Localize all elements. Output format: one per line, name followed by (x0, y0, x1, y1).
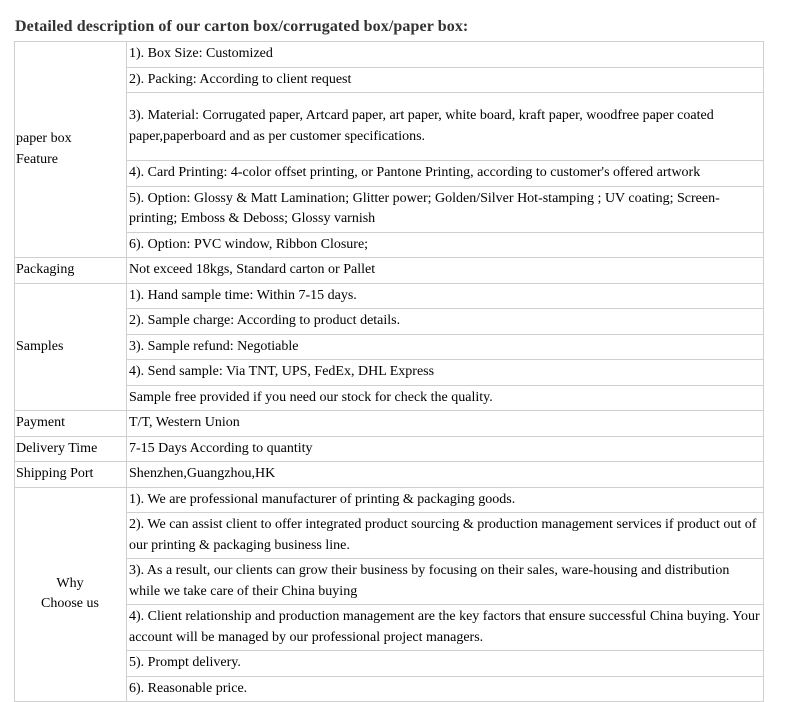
samples-item: 2). Sample charge: According to product details. (127, 309, 764, 335)
table-row (15, 676, 764, 702)
table-row (15, 334, 764, 360)
table-row (15, 283, 764, 309)
why-item: 4). Client relationship and production management are the key factors that ensure successful China buying. Your account will be managed by our professional project managers. (127, 605, 764, 651)
table-row (15, 605, 764, 651)
table-row (15, 309, 764, 335)
spec-table (14, 41, 764, 702)
feature-item: 4). Card Printing: 4-color offset printing, or Pantone Printing, according to customer's offered artwork (127, 161, 764, 187)
table-row (15, 487, 764, 513)
feature-item: 3). Material: Corrugated paper, Artcard paper, art paper, white board, kraft paper, woodfree paper coated paper,paperboard and as per customer specifications. (127, 93, 764, 161)
page-heading: Detailed description of our carton box/corrugated box/paper box: (15, 18, 469, 35)
feature-item: 5). Option: Glossy & Matt Lamination; Glitter power; Golden/Silver Hot-stamping ; UV coating; Screen-printing; Emboss & Deboss; Glossy varnish (127, 186, 764, 232)
samples-item: 3). Sample refund: Negotiable (127, 334, 764, 360)
why-label-line1: Why (56, 575, 84, 591)
table-row (15, 360, 764, 386)
why-item: 6). Reasonable price. (127, 676, 764, 702)
table-row (15, 186, 764, 232)
table-row (15, 67, 764, 93)
shipping-value: Shenzhen,Guangzhou,HK (127, 462, 764, 488)
samples-label: Samples (15, 283, 127, 411)
feature-item: 1). Box Size: Customized (127, 42, 764, 68)
feature-item: 2). Packing: According to client request (127, 67, 764, 93)
feature-label (15, 42, 127, 258)
samples-item: 4). Send sample: Via TNT, UPS, FedEx, DHL Express (127, 360, 764, 386)
samples-item: 1). Hand sample time: Within 7-15 days. (127, 283, 764, 309)
table-row (15, 93, 764, 161)
delivery-label: Delivery Time (15, 436, 127, 462)
packaging-label: Packaging (15, 258, 127, 284)
table-row (15, 559, 764, 605)
delivery-value: 7-15 Days According to quantity (127, 436, 764, 462)
feature-item: 6). Option: PVC window, Ribbon Closure; (127, 232, 764, 258)
table-row (15, 462, 764, 488)
feature-label-line2: Feature (16, 151, 58, 167)
table-row (15, 513, 764, 559)
packaging-value: Not exceed 18kgs, Standard carton or Pallet (127, 258, 764, 284)
why-label-line2: Choose us (41, 596, 99, 612)
why-label (15, 487, 127, 702)
table-row (15, 161, 764, 187)
samples-item: Sample free provided if you need our stock for check the quality. (127, 385, 764, 411)
table-row (15, 436, 764, 462)
table-row (15, 232, 764, 258)
shipping-label: Shipping Port (15, 462, 127, 488)
why-item: 2). We can assist client to offer integrated product sourcing & production management services if product out of our printing & packaging business line. (127, 513, 764, 559)
payment-value: T/T, Western Union (127, 411, 764, 437)
feature-label-line1: paper box (16, 131, 72, 146)
why-item: 5). Prompt delivery. (127, 651, 764, 677)
why-item: 1). We are professional manufacturer of printing & packaging goods. (127, 487, 764, 513)
table-row (15, 42, 764, 68)
why-item: 3). As a result, our clients can grow their business by focusing on their sales, ware-housing and distribution while we take care of their China buying (127, 559, 764, 605)
payment-label: Payment (15, 411, 127, 437)
table-row (15, 651, 764, 677)
table-row (15, 411, 764, 437)
table-row (15, 258, 764, 284)
table-row (15, 385, 764, 411)
